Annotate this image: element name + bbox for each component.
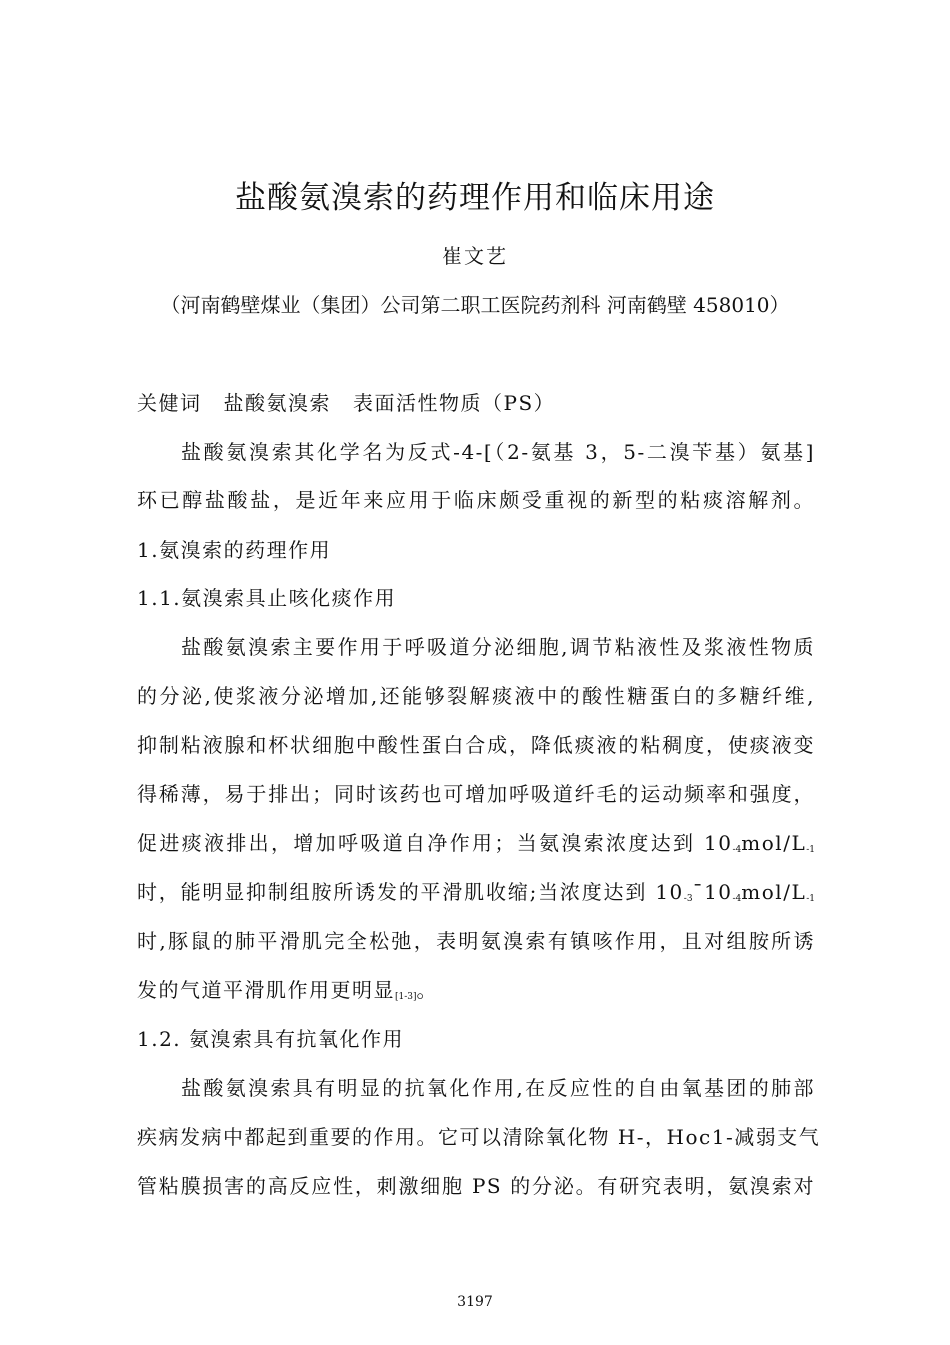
body-line: 抑制粘液腺和杯状细胞中酸性蛋白合成，降低痰液的粘稠度，使痰液变	[137, 733, 815, 757]
body-line: 盐酸氨溴索具有明显的抗氧化作用,在反应性的自由氧基团的肺部	[181, 1076, 815, 1100]
body-line: 疾病发病中都起到重要的作用。它可以清除氧化物 H-，Hoc1-减弱支气	[137, 1125, 821, 1149]
body-line: 盐酸氨溴索主要作用于呼吸道分泌细胞,调节粘液性及浆液性物质	[181, 635, 815, 659]
keywords-label: 关健词	[137, 391, 202, 415]
body-text: 促进痰液排出，增加呼吸道自净作用；当氨溴索浓度达到 10	[137, 831, 733, 855]
citation-reference: [1-3]	[395, 992, 417, 1002]
subsection-heading: 1.1.氨溴索具止咳化痰作用	[137, 586, 397, 610]
unit: mol/L	[741, 880, 807, 904]
body-text: 时，能明显抑制组胺所诱发的平滑肌收缩;当浓度达到 10	[137, 880, 684, 904]
author-name: 崔文艺	[442, 244, 508, 268]
body-line: 得稀薄，易于排出；同时该药也可增加呼吸道纤毛的运动频率和强度，	[137, 782, 815, 806]
body-line	[137, 877, 815, 907]
keywords-line	[137, 388, 815, 418]
exponent: -4	[732, 894, 742, 904]
body-text: 。	[416, 978, 439, 1002]
subsection-heading: 1.2. 氨溴索具有抗氧化作用	[137, 1027, 405, 1051]
body-line: 的分泌,使浆液分泌增加,还能够裂解痰液中的酸性糖蛋白的多糖纤维,	[137, 684, 815, 708]
page-number: 3197	[457, 1294, 493, 1310]
body-line: 时,豚鼠的肺平滑肌完全松弛，表明氨溴索有镇咳作用，且对组胺所诱	[137, 929, 815, 953]
unit: mol/L	[741, 831, 807, 855]
paper-title: 盐酸氨溴索的药理作用和临床用途	[235, 180, 715, 216]
section-heading: 1.氨溴索的药理作用	[137, 538, 332, 562]
exponent: -1	[806, 894, 815, 904]
author-affiliation: （河南鹤壁煤业（集团）公司第二职工医院药剂科 河南鹤壁 458010）	[160, 293, 790, 317]
intro-line: 环已醇盐酸盐，是近年来应用于临床颇受重视的新型的粘痰溶解剂。	[137, 488, 815, 512]
exponent: -1	[806, 845, 815, 855]
body-line	[137, 828, 815, 858]
body-text: 发的气道平滑肌作用更明显	[137, 978, 395, 1002]
range-separator: ¯10	[692, 880, 733, 904]
body-line: 管粘膜损害的高反应性，刺激细胞 PS 的分泌。有研究表明，氨溴索对	[137, 1174, 815, 1198]
keyword-item: 盐酸氨溴索	[223, 391, 331, 415]
exponent: -4	[732, 845, 742, 855]
body-line	[137, 975, 815, 1005]
intro-line: 盐酸氨溴索其化学名为反式-4-[（2-氨基 3，5-二溴苄基）氨基]	[181, 440, 815, 464]
exponent: -3	[683, 894, 693, 904]
keyword-item: 表面活性物质（PS）	[353, 391, 556, 415]
